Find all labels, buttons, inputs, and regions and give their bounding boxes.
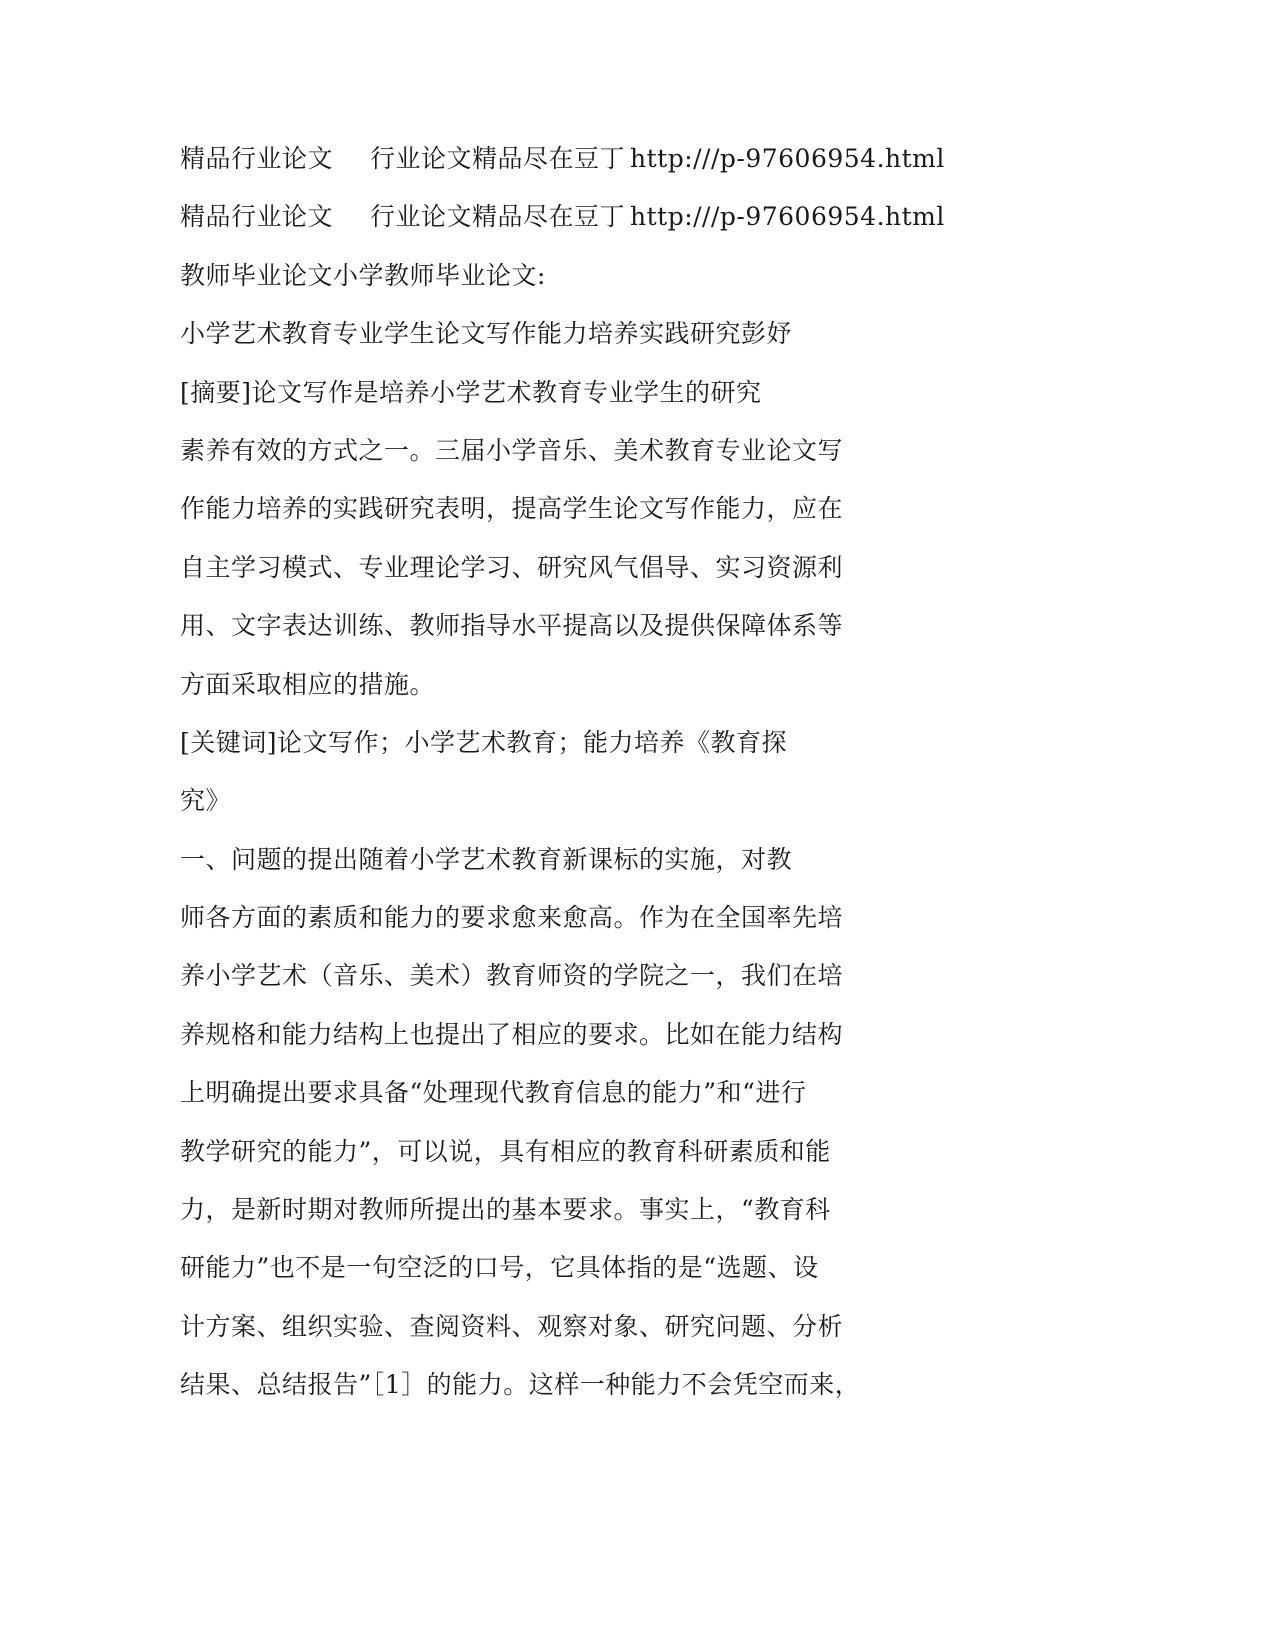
abstract-line: [摘要]论文写作是培养小学艺术教育专业学生的研究: [180, 377, 762, 407]
header-middle-text: 行业论文精品尽在豆丁: [370, 144, 626, 173]
header-url-text: http:///p-97606954.html: [630, 144, 945, 173]
abstract-line: 作能力培养的实践研究表明，提高学生论文写作能力，应在: [180, 494, 844, 524]
body-text-line: 计方案、组织实验、查阅资料、观察对象、研究问题、分析: [180, 1311, 844, 1341]
abstract-line: 方面采取相应的措施。: [180, 669, 436, 699]
header-line: [180, 196, 1080, 254]
body-text-line: 力，是新时期对教师所提出的基本要求。事实上，“教育科: [180, 1195, 831, 1225]
body-text-line: 研能力”也不是一句空泛的口号，它具体指的是“选题、设: [180, 1253, 819, 1283]
body-text-line: 师各方面的素质和能力的要求愈来愈高。作为在全国率先培: [180, 903, 844, 933]
keywords-line: 究》: [180, 786, 232, 816]
keywords-line: [关键词]论文写作；小学艺术教育；能力培养《教育探: [180, 727, 788, 757]
header-middle-text: 行业论文精品尽在豆丁: [370, 202, 626, 232]
header-left-text: 精品行业论文: [180, 202, 334, 232]
abstract-line: 自主学习模式、专业理论学习、研究风气倡导、实习资源利: [180, 552, 844, 582]
document-page: [180, 138, 1080, 1423]
body-text-line: 一、问题的提出随着小学艺术教育新课标的实施，对教: [180, 844, 793, 874]
body-text-line: 结果、总结报告”［1］的能力。这样一种能力不会凭空而来，: [180, 1370, 861, 1400]
body-text-line: 上明确提出要求具备“处理现代教育信息的能力”和“进行: [180, 1078, 807, 1108]
body-text-line: 养规格和能力结构上也提出了相应的要求。比如在能力结构: [180, 1019, 844, 1049]
abstract-line: 用、文字表达训练、教师指导水平提高以及提供保障体系等: [180, 611, 844, 641]
paper-title: 小学艺术教育专业学生论文写作能力培养实践研究彭妤: [180, 319, 793, 349]
header-line: [180, 138, 1080, 196]
body-text-line: 教学研究的能力”，可以说，具有相应的教育科研素质和能: [180, 1136, 831, 1166]
abstract-line: 素养有效的方式之一。三届小学音乐、美术教育专业论文写: [180, 435, 844, 465]
paper-category-line: 教师毕业论文小学教师毕业论文:: [180, 260, 546, 290]
header-url-text: http:///p-97606954.html: [630, 202, 945, 232]
body-text-line: 养小学艺术（音乐、美术）教育师资的学院之一，我们在培: [180, 961, 844, 991]
header-left-text: 精品行业论文: [180, 144, 334, 173]
